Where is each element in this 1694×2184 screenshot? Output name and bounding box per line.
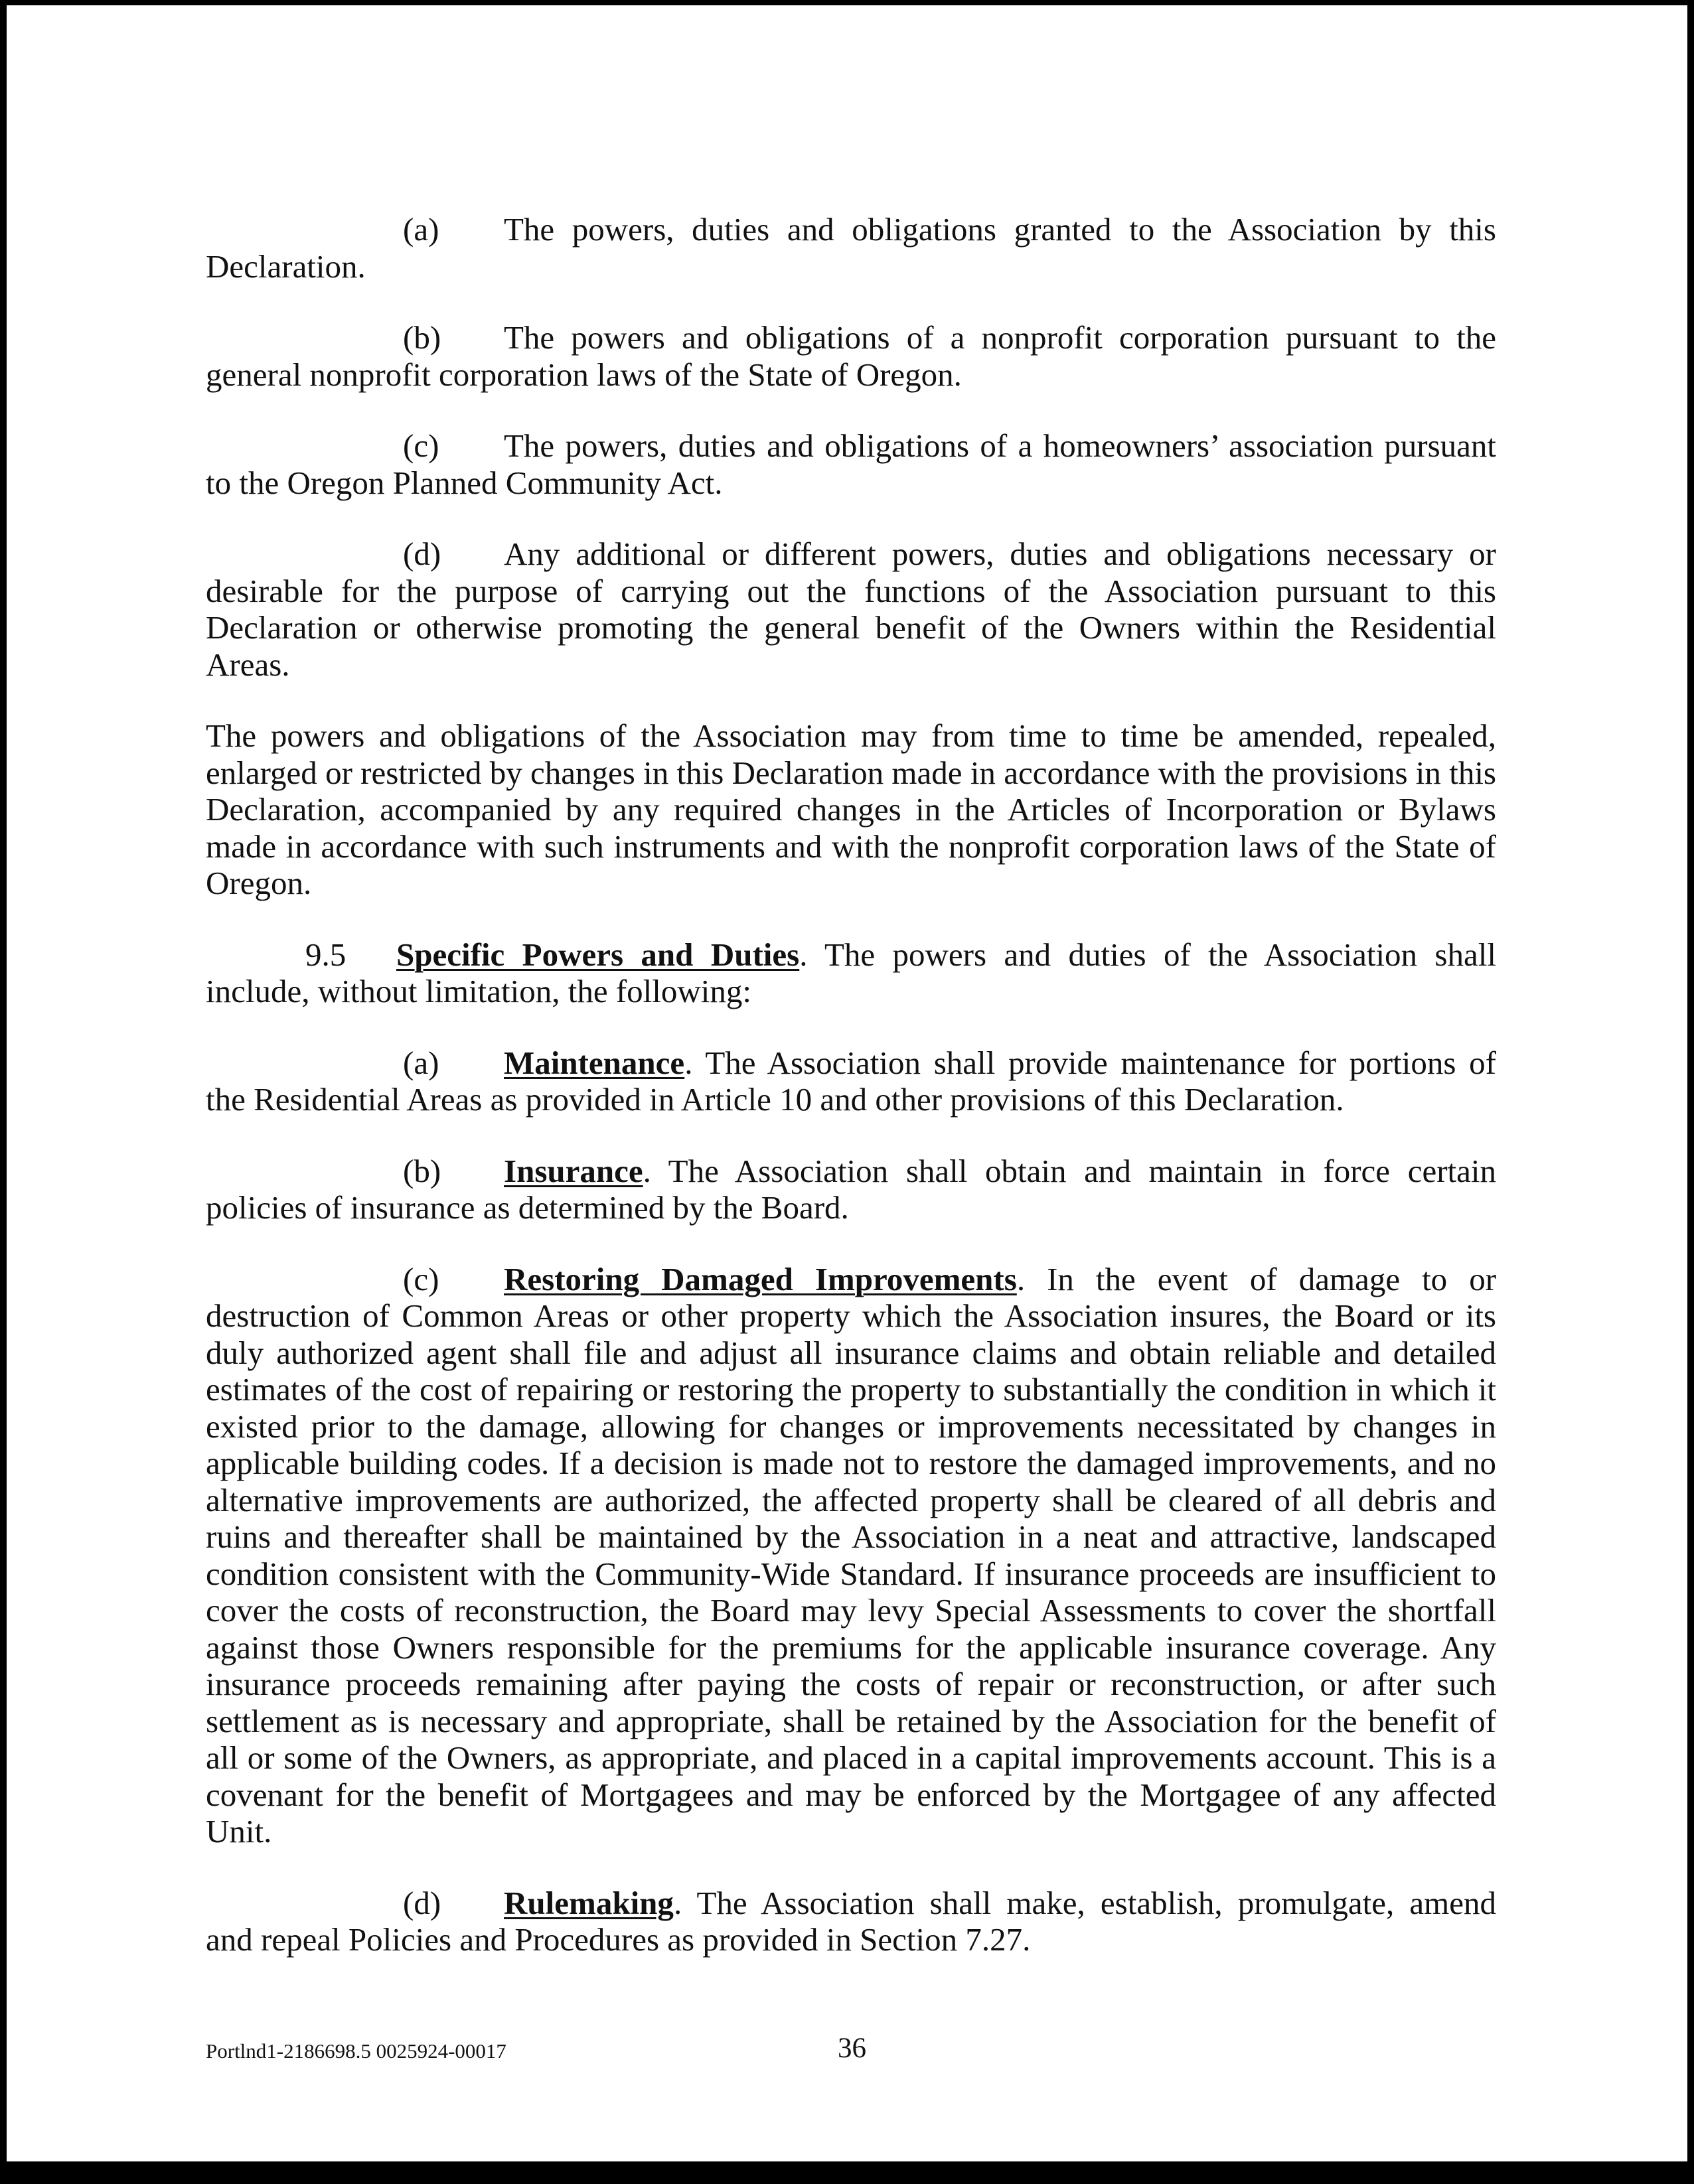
item-c-punct: . <box>1016 1260 1026 1297</box>
item-insurance <box>206 1153 1496 1226</box>
section-heading-punct: . <box>799 936 808 973</box>
document-page <box>206 211 1496 1958</box>
item-a-text: The Association shall provide maintenance for portions of the Residential Areas as provided in Article 10 and other provisions of this Declaration. <box>206 1044 1496 1118</box>
item-d-heading: Rulemaking <box>504 1884 674 1921</box>
footer-page-number: 36 <box>838 2033 866 2064</box>
item-a-punct: . <box>684 1044 693 1081</box>
item-d-text: The Association shall make, establish, promulgate, amend and repeal Policies and Procedures as provided in Section 7.27. <box>206 1884 1496 1958</box>
paragraph-c-label: (c) <box>403 427 439 464</box>
footer-document-id: Portlnd1-2186698.5 0025924-00017 <box>206 2039 506 2063</box>
item-a-label: (a) <box>403 1044 439 1081</box>
section-9-5 <box>206 936 1496 1010</box>
item-c-heading: Restoring Damaged Improvements <box>504 1260 1017 1297</box>
paragraph-a-label: (a) <box>403 211 439 248</box>
paragraph-b-label: (b) <box>403 319 441 356</box>
paragraph-b <box>206 319 1496 393</box>
item-d-label: (d) <box>403 1884 441 1921</box>
item-c-label: (c) <box>403 1260 439 1297</box>
paragraph-a <box>206 211 1496 285</box>
section-number: 9.5 <box>305 936 346 973</box>
paragraph-c-text: The powers, duties and obligations of a homeowners’ association pursuant to the Oregon Planned Community Act. <box>206 427 1496 501</box>
paragraph-a-text: The powers, duties and obligations granted to the Association by this Declaration. <box>206 211 1496 285</box>
paragraph-d-label: (d) <box>403 536 441 572</box>
item-b-text: The Association shall obtain and maintain in force certain policies of insurance as determined by the Board. <box>206 1152 1496 1226</box>
item-maintenance <box>206 1045 1496 1118</box>
item-b-punct: . <box>643 1152 651 1189</box>
paragraph-d <box>206 536 1496 683</box>
item-c-text: In the event of damage to or destruction of Common Areas or other property which the Association insures, the Board or its duly authorized agent shall file and adjust all insurance claims and obtain reliable and detailed estimates of the cost of repairing or restoring the property to substantially the condition in which it existed prior to the damage, allowing for changes or improvements necessitated by changes in applicable building codes. If a decision is made not to restore the damaged improvements, and no alternative improvements are authorized, the affected property shall be cleared of all debris and ruins and thereafter shall be maintained by the Association in a neat and attractive, landscaped condition consistent with the Community-Wide Standard. If insurance proceeds are insufficient to cover the costs of reconstruction, the Board may levy Special Assessments to cover the shortfall against those Owners responsible for the premiums for the applicable insurance coverage. Any insurance proceeds remaining after paying the costs of repair or reconstruction, or after such settlement as is necessary and appropriate, shall be retained by the Association for the benefit of all or some of the Owners, as appropriate, and placed in a capital improvements account. This is a covenant for the benefit of Mortgagees and may be enforced by the Mortgagee of any affected Unit. <box>206 1260 1497 1850</box>
item-b-heading: Insurance <box>504 1152 643 1189</box>
item-a-heading: Maintenance <box>504 1044 685 1081</box>
amendment-paragraph: The powers and obligations of the Association may from time to time be amended, repealed, enlarged or restricted by changes in this Declaration made in accordance with the provisions in this Declaration, accompanied by any required changes in the Articles of Incorporation or Bylaws made in accordance with such instruments and with the nonprofit corporation laws of the State of Oregon. <box>206 717 1496 901</box>
item-b-label: (b) <box>403 1152 441 1189</box>
paragraph-c <box>206 427 1496 501</box>
paragraph-b-text: The powers and obligations of a nonprofit corporation pursuant to the general nonprofit corporation laws of the State of Oregon. <box>206 319 1496 393</box>
item-restoring-damaged-improvements <box>206 1261 1496 1850</box>
section-intro: The powers and duties of the Association shall include, without limitation, the following: <box>206 936 1496 1009</box>
item-rulemaking <box>206 1885 1496 1958</box>
section-heading: Specific Powers and Duties <box>396 936 800 973</box>
paragraph-d-text: Any additional or different powers, duties and obligations necessary or desirable for the purpose of carrying out the functions of the Association pursuant to this Declaration or otherwise promoting the general benefit of the Owners within the Residential Areas. <box>206 536 1496 683</box>
item-d-punct: . <box>673 1884 682 1921</box>
